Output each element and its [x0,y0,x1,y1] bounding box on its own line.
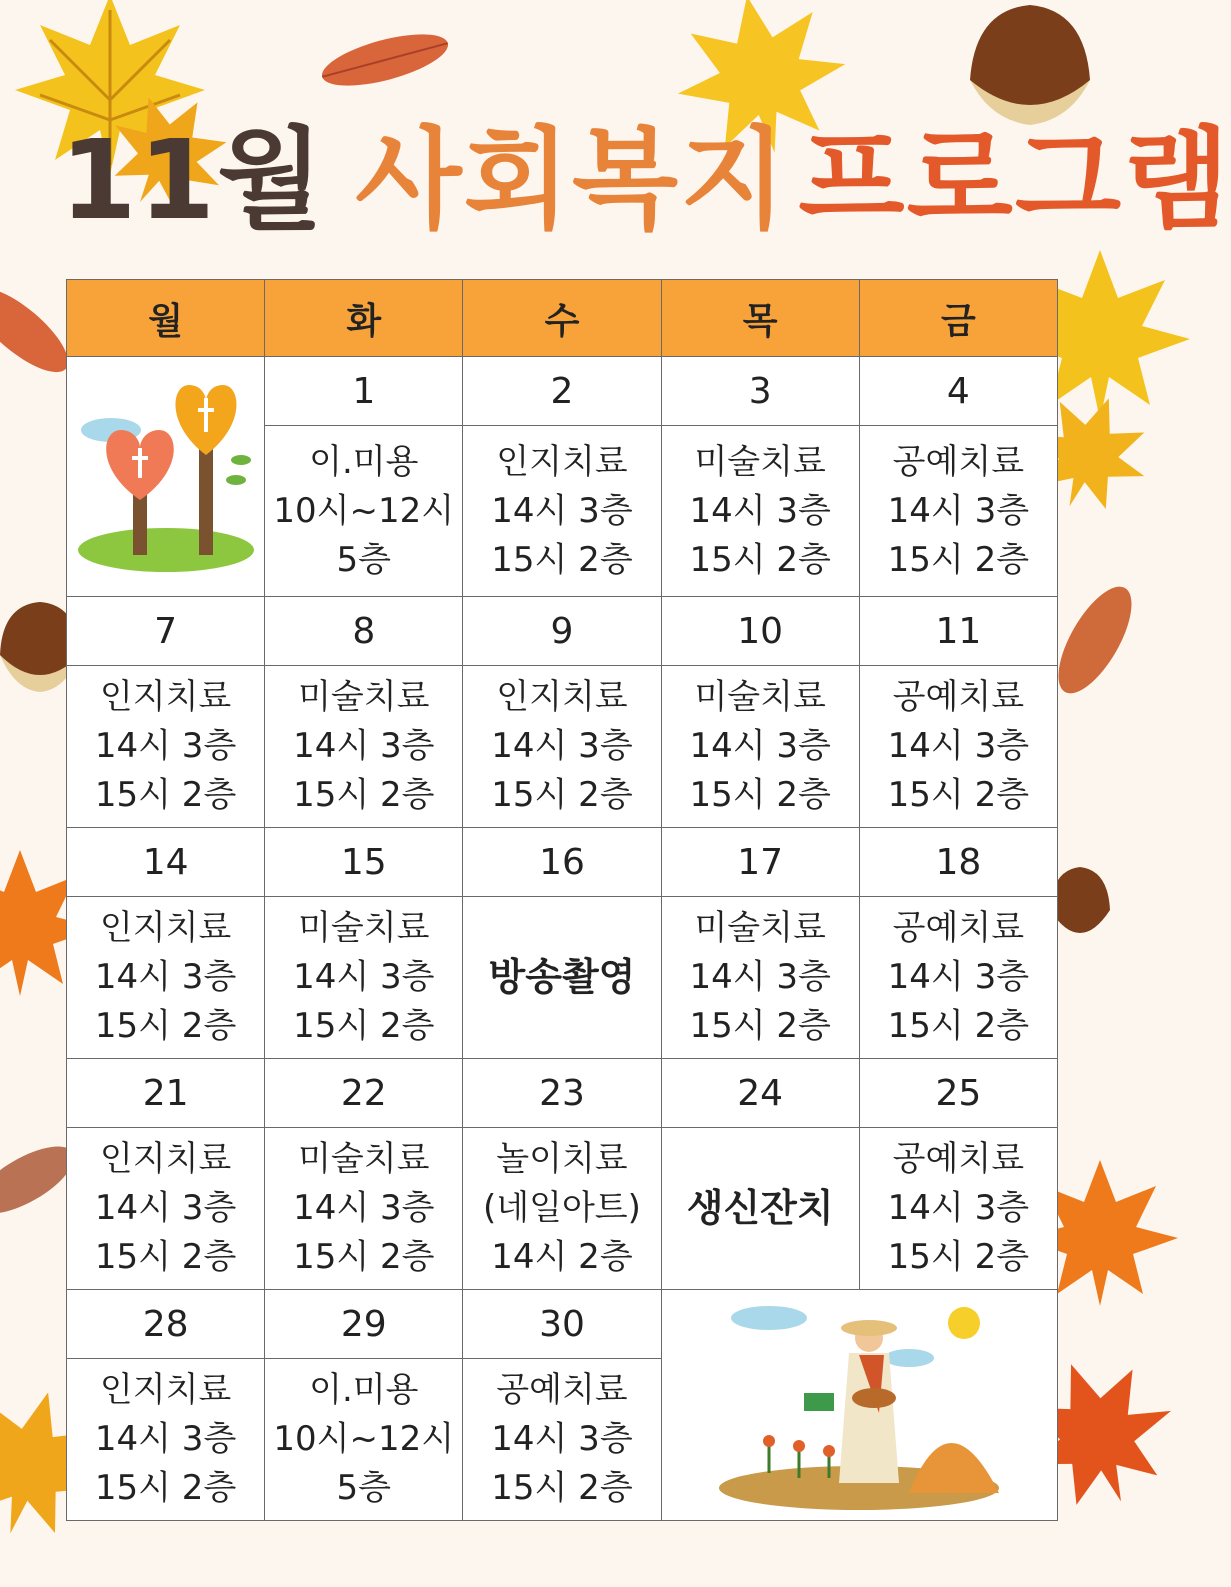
day-number: 25 [859,1059,1057,1128]
program-name: 인지치료 [496,441,628,482]
program-time: 15시 2층 [689,1006,831,1046]
program-cell [859,897,1057,1059]
special-event-cell: 생신잔치 [661,1128,859,1290]
day-number-row [67,357,1058,426]
day-number: 14 [67,828,265,897]
program-time: 15시 2층 [491,539,633,580]
leaf-icon [1044,576,1146,704]
program-cell [661,897,859,1059]
program-time: 14시 3층 [887,1188,1030,1228]
day-number: 24 [661,1059,859,1128]
weekday-header: 목 [661,280,859,357]
program-cell [661,666,859,828]
day-number: 4 [859,357,1057,426]
day-number: 7 [67,597,265,666]
day-number: 21 [67,1059,265,1128]
program-time: 10시~12시 [273,490,455,531]
day-number: 16 [463,828,661,897]
program-time: 15시 2층 [689,539,831,580]
chestnut-icon [1050,867,1110,933]
program-cell [67,1359,265,1521]
program-calendar [66,279,1058,1521]
program-name: 인지치료 [99,1370,232,1410]
day-number: 29 [265,1290,463,1359]
farmer-watering-icon [709,1293,1009,1513]
program-note: (네일아트) [483,1188,641,1228]
day-number: 28 [67,1290,265,1359]
program-time: 15시 2층 [887,775,1030,815]
program-time: 5층 [336,539,392,580]
program-cell [67,1128,265,1290]
weekday-header: 화 [265,280,463,357]
program-time: 14시 3층 [689,490,831,531]
program-time: 15시 2층 [491,775,633,815]
day-number: 1 [265,357,463,426]
program-time: 15시 2층 [887,1006,1030,1046]
program-name: 인지치료 [496,677,628,717]
program-name: 이.미용 [309,1370,419,1410]
program-time: 15시 2층 [293,1006,435,1046]
day-number: 30 [463,1290,661,1359]
program-time: 15시 2층 [887,1237,1030,1277]
day-number: 23 [463,1059,661,1128]
program-time: 14시 3층 [94,1419,237,1459]
program-name: 인지치료 [99,908,232,948]
program-name: 인지치료 [99,1139,232,1179]
program-time: 10시~12시 [273,1419,455,1459]
program-time: 15시 2층 [293,775,435,815]
program-cell [67,666,265,828]
program-cell [463,426,661,597]
program-name: 미술치료 [694,908,826,948]
day-number: 8 [265,597,463,666]
program-row [67,897,1058,1059]
program-cell [859,1128,1057,1290]
program-time: 15시 2층 [94,1237,237,1277]
weekday-header: 금 [859,280,1057,357]
program-row [67,666,1058,828]
program-time: 14시 3층 [689,726,831,766]
program-cell [265,426,463,597]
leaf-icon [317,24,453,96]
program-cell [265,1359,463,1521]
program-time: 15시 2층 [94,1006,237,1046]
title-month: 11월 [60,116,326,244]
special-event-cell: 방송촬영 [463,897,661,1059]
day-number-row [67,828,1058,897]
program-name: 미술치료 [694,677,826,717]
program-cell [67,897,265,1059]
program-name: 공예치료 [892,441,1025,482]
program-name: 인지치료 [99,677,232,717]
weekday-header-row [67,280,1058,357]
day-number: 18 [859,828,1057,897]
day-number: 15 [265,828,463,897]
program-cell [463,1128,661,1290]
program-name: 공예치료 [496,1370,628,1410]
program-name: 미술치료 [694,441,826,482]
day-number: 3 [661,357,859,426]
program-time: 15시 2층 [293,1237,435,1277]
day-number-row [67,1290,1058,1359]
day-number-row [67,1059,1058,1128]
day-number: 22 [265,1059,463,1128]
program-cell [265,1128,463,1290]
program-time: 15시 2층 [689,775,831,815]
program-time: 14시 3층 [491,490,633,531]
program-cell [859,666,1057,828]
program-time: 14시 3층 [887,726,1030,766]
program-time: 14시 2층 [491,1237,633,1277]
program-name: 이.미용 [309,441,419,482]
program-time: 14시 3층 [491,1419,633,1459]
program-time: 14시 3층 [94,1188,237,1228]
program-time: 15시 2층 [94,775,237,815]
program-time: 14시 3층 [293,957,435,997]
program-cell [661,426,859,597]
program-cell [463,1359,661,1521]
program-name: 놀이치료 [496,1139,628,1179]
day-number: 17 [661,828,859,897]
program-cell [463,666,661,828]
program-time: 14시 3층 [887,957,1030,997]
program-time: 15시 2층 [887,539,1030,580]
program-cell [265,897,463,1059]
heart-tree-icon [71,360,261,590]
farmer-illustration [661,1290,1057,1521]
program-name: 공예치료 [892,908,1025,948]
program-time: 15시 2층 [94,1468,237,1508]
page-title [60,95,1231,265]
weekday-header: 월 [67,280,265,357]
title-word-program: 프로그램 [798,116,1231,244]
program-cell [265,666,463,828]
program-time: 5층 [336,1468,392,1508]
program-name: 미술치료 [298,1139,430,1179]
program-cell [859,426,1057,597]
program-time: 14시 3층 [887,490,1030,531]
title-word-social-welfare: 사회복지 [355,116,789,244]
program-time: 14시 3층 [94,957,237,997]
hearts-trees-illustration [67,357,265,597]
day-number: 2 [463,357,661,426]
program-time: 14시 3층 [293,1188,435,1228]
program-time: 14시 3층 [293,726,435,766]
day-number: 11 [859,597,1057,666]
day-number: 9 [463,597,661,666]
program-time: 15시 2층 [491,1468,633,1508]
program-name: 공예치료 [892,677,1025,717]
program-time: 14시 3층 [689,957,831,997]
program-time: 14시 3층 [491,726,633,766]
day-number: 10 [661,597,859,666]
program-name: 미술치료 [298,677,430,717]
program-name: 공예치료 [892,1139,1025,1179]
day-number-row [67,597,1058,666]
program-row [67,1128,1058,1290]
weekday-header: 수 [463,280,661,357]
program-name: 미술치료 [298,908,430,948]
program-time: 14시 3층 [94,726,237,766]
